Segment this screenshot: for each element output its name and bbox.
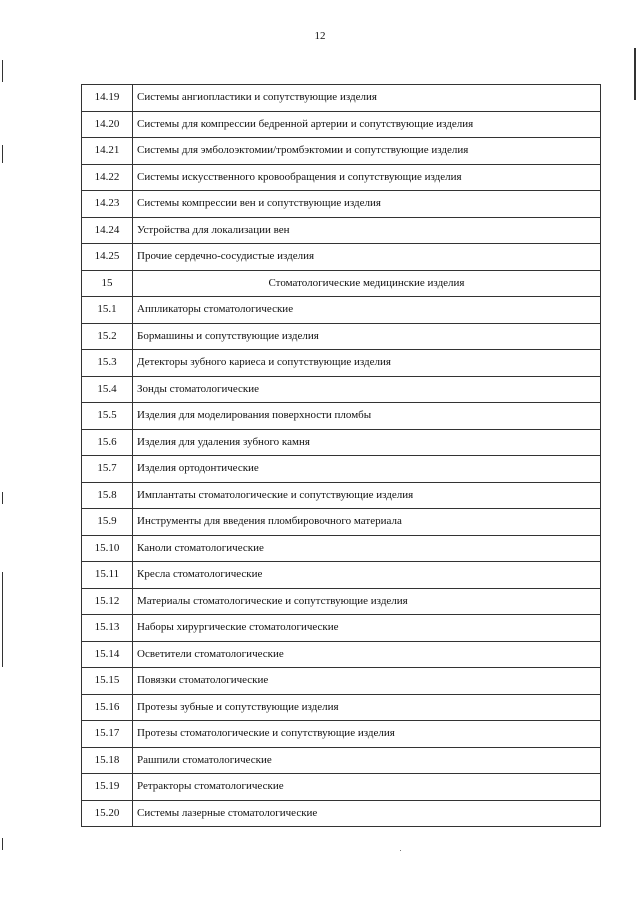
- item-name: Системы лазерные стоматологические: [133, 800, 601, 827]
- table-row: [82, 747, 601, 774]
- row-number: 15.19: [82, 774, 133, 801]
- item-name: Протезы зубные и сопутствующие изделия: [133, 694, 601, 721]
- table-row: [82, 615, 601, 642]
- item-name: Детекторы зубного кариеса и сопутствующие изделия: [133, 350, 601, 377]
- item-name: Ретракторы стоматологические: [133, 774, 601, 801]
- row-number: 15.9: [82, 509, 133, 536]
- table-row: [82, 191, 601, 218]
- left-margin-mark: [2, 572, 3, 667]
- table-row: [82, 774, 601, 801]
- row-number: 15.3: [82, 350, 133, 377]
- item-name: Системы искусственного кровообращения и сопутствующие изделия: [133, 164, 601, 191]
- left-margin-mark: [2, 492, 3, 504]
- row-number: 14.23: [82, 191, 133, 218]
- item-name: Бормашины и сопутствующие изделия: [133, 323, 601, 350]
- item-name: Инструменты для введения пломбировочного материала: [133, 509, 601, 536]
- row-number: 15.15: [82, 668, 133, 695]
- item-name: Материалы стоматологические и сопутствующие изделия: [133, 588, 601, 615]
- item-name: Системы компрессии вен и сопутствующие изделия: [133, 191, 601, 218]
- item-name: Изделия для моделирования поверхности пломбы: [133, 403, 601, 430]
- table-row: [82, 588, 601, 615]
- row-number: 14.19: [82, 85, 133, 112]
- left-margin-mark: [2, 145, 3, 163]
- table-row: [82, 111, 601, 138]
- page-number: 12: [314, 30, 326, 42]
- row-number: 15.1: [82, 297, 133, 324]
- left-margin-mark: [2, 838, 3, 850]
- row-number: 15.14: [82, 641, 133, 668]
- item-name: Системы ангиопластики и сопутствующие изделия: [133, 85, 601, 112]
- row-number: 15.20: [82, 800, 133, 827]
- left-margin-mark: [2, 60, 3, 82]
- table-row: [82, 138, 601, 165]
- item-name: Кресла стоматологические: [133, 562, 601, 589]
- section-title: Стоматологические медицинские изделия: [133, 270, 601, 297]
- row-number: 15.10: [82, 535, 133, 562]
- table-row: [82, 509, 601, 536]
- row-number: 14.21: [82, 138, 133, 165]
- item-name: Системы для эмболоэктомии/тромбэктомии и сопутствующие изделия: [133, 138, 601, 165]
- row-number: 15.7: [82, 456, 133, 483]
- row-number: 15.12: [82, 588, 133, 615]
- row-number: 15.17: [82, 721, 133, 748]
- row-number: 15.16: [82, 694, 133, 721]
- table-row: [82, 270, 601, 297]
- row-number: 15.4: [82, 376, 133, 403]
- table-row: [82, 535, 601, 562]
- table-row: [82, 217, 601, 244]
- item-name: Рашпили стоматологические: [133, 747, 601, 774]
- table-row: [82, 721, 601, 748]
- right-margin-mark: [634, 48, 636, 100]
- scan-dot: [400, 850, 401, 851]
- table-row: [82, 403, 601, 430]
- table-row: [82, 562, 601, 589]
- table-row: [82, 323, 601, 350]
- table-row: [82, 350, 601, 377]
- document-table: [81, 84, 601, 827]
- row-number: 15.2: [82, 323, 133, 350]
- item-name: Прочие сердечно-сосудистые изделия: [133, 244, 601, 271]
- table-row: [82, 641, 601, 668]
- table-row: [82, 694, 601, 721]
- row-number: 15.11: [82, 562, 133, 589]
- item-name: Устройства для локализации вен: [133, 217, 601, 244]
- row-number: 15.18: [82, 747, 133, 774]
- table-row: [82, 244, 601, 271]
- item-name: Изделия для удаления зубного камня: [133, 429, 601, 456]
- item-name: Имплантаты стоматологические и сопутствующие изделия: [133, 482, 601, 509]
- row-number: 15.8: [82, 482, 133, 509]
- table-row: [82, 85, 601, 112]
- row-number: 15.5: [82, 403, 133, 430]
- table-row: [82, 482, 601, 509]
- table-row: [82, 297, 601, 324]
- row-number: 14.25: [82, 244, 133, 271]
- row-number: 14.20: [82, 111, 133, 138]
- row-number: 15.13: [82, 615, 133, 642]
- table-body: [82, 85, 601, 827]
- row-number: 15.6: [82, 429, 133, 456]
- table-row: [82, 164, 601, 191]
- table-row: [82, 376, 601, 403]
- table-row: [82, 456, 601, 483]
- item-name: Осветители стоматологические: [133, 641, 601, 668]
- row-number: 14.22: [82, 164, 133, 191]
- item-name: Аппликаторы стоматологические: [133, 297, 601, 324]
- item-name: Системы для компрессии бедренной артерии и сопутствующие изделия: [133, 111, 601, 138]
- item-name: Изделия ортодонтические: [133, 456, 601, 483]
- table-row: [82, 800, 601, 827]
- item-name: Повязки стоматологические: [133, 668, 601, 695]
- item-name: Каноли стоматологические: [133, 535, 601, 562]
- item-name: Зонды стоматологические: [133, 376, 601, 403]
- row-number: 15: [82, 270, 133, 297]
- item-name: Наборы хирургические стоматологические: [133, 615, 601, 642]
- table-row: [82, 668, 601, 695]
- item-name: Протезы стоматологические и сопутствующие изделия: [133, 721, 601, 748]
- row-number: 14.24: [82, 217, 133, 244]
- table-row: [82, 429, 601, 456]
